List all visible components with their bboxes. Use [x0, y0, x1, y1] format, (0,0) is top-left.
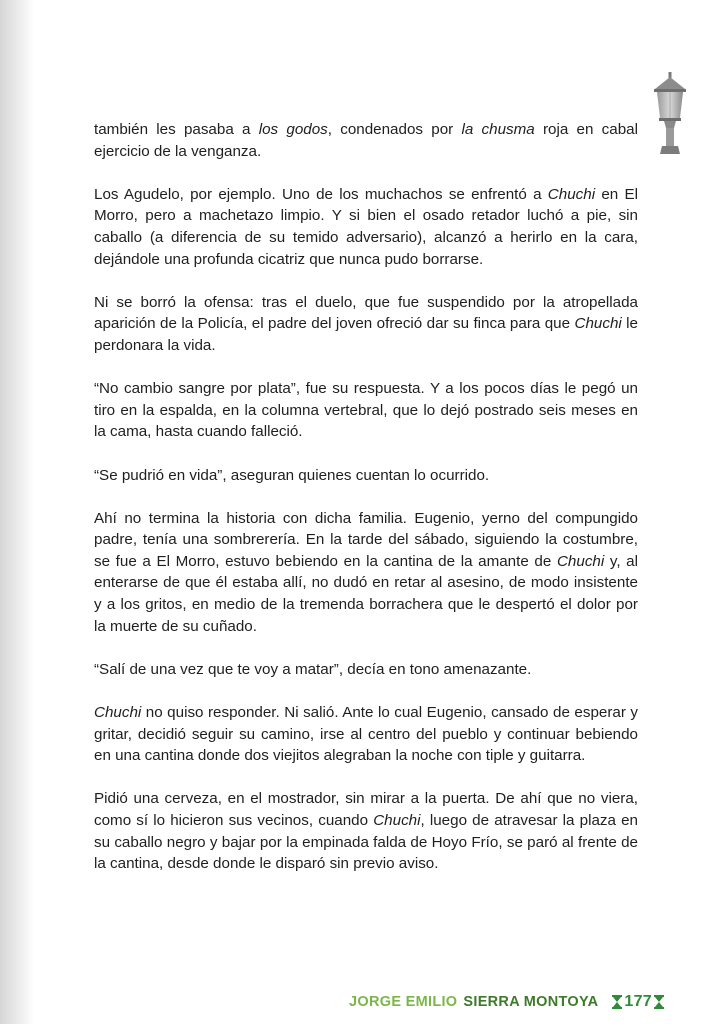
italic-run: Chuchi	[547, 185, 596, 203]
italic-run: Chuchi	[556, 552, 605, 570]
text-run: , condenados por	[327, 121, 462, 138]
italic-run: Chuchi	[94, 704, 142, 722]
street-lamp-icon	[651, 72, 689, 154]
page-footer	[349, 991, 664, 1013]
paragraph	[94, 465, 638, 487]
paragraph	[94, 292, 638, 357]
page-number: 177	[624, 993, 652, 1010]
paragraph	[94, 659, 638, 681]
paragraph	[94, 702, 638, 767]
italic-run: los godos	[258, 121, 328, 138]
italic-run: Chuchi	[574, 315, 622, 333]
paragraph	[94, 508, 638, 638]
text-run: “Salí de una vez que te voy a matar”, decía en tono amenazante.	[94, 660, 532, 678]
footer-author-first: JORGE EMILIO	[349, 994, 458, 1010]
text-run: “No cambio sangre por plata”, fue su respuesta. Y a los pocos días le pegó un tiro en la espalda, en la columna vertebral, que lo dejó postrado seis meses en la cama, hasta cuando falleció.	[94, 380, 638, 441]
text-run: y, al enterarse de que él estaba allí, no dudó en retar al asesino, de modo insistente y a los gritos, en medio de la tremenda borrachera que le despertó el dolor por la muerte de su cuñado.	[94, 552, 638, 635]
body-text	[94, 119, 638, 896]
hourglass-icon	[612, 995, 622, 1009]
italic-run: Chuchi	[373, 812, 421, 829]
text-run: también les pasaba a	[94, 121, 259, 138]
hourglass-icon	[654, 995, 664, 1009]
paragraph	[94, 788, 638, 874]
italic-run: la chusma	[461, 121, 535, 138]
text-run: Los Agudelo, por ejemplo. Uno de los muchachos se enfrentó a	[94, 185, 548, 203]
paragraph	[94, 184, 638, 270]
text-run: , luego de atravesar la plaza en su caballo negro y bajar por la empinada falda de Hoyo Frío, se paró al frente de la cantina, desde donde le disparó sin previo aviso.	[94, 812, 639, 873]
text-run: le perdonara la vida.	[94, 315, 638, 354]
page-number-box	[612, 993, 664, 1011]
text-run: en El Morro, pero a machetazo limpio. Y si bien el osado retador luchó a pie, sin caballo (a diferencia de su temido adversario), alcanzó a herirlo en la cara, dejándole una profunda cicatriz que nunca pudo borrarse.	[94, 185, 638, 268]
text-run: Pidió una cerveza, en el mostrador, sin mirar a la puerta. De ahí que no viera, como sí lo hicieron sus vecinos, cuando	[94, 790, 638, 829]
paragraph	[94, 378, 638, 443]
page-spine-shadow	[0, 0, 34, 1024]
text-run: Ahí no termina la historia con dicha familia. Eugenio, yerno del compungido padre, tenía una sombrerería. En la tarde del sábado, siguiendo la costumbre, se fue a El Morro, estuvo bebiendo en la cantina de la amante de	[94, 509, 638, 570]
text-run: roja en cabal ejercicio de la venganza.	[94, 121, 638, 160]
text-run: no quiso responder. Ni salió. Ante lo cual Eugenio, cansado de esperar y gritar, decidió seguir su camino, irse al centro del pueblo y continuar bebiendo en una cantina donde dos viejitos alegraban la noche con tiple y guitarra.	[94, 704, 638, 765]
text-run: “Se pudrió en vida”, aseguran quienes cuentan lo ocurrido.	[94, 466, 490, 484]
paragraph	[94, 119, 638, 162]
text-run: Ni se borró la ofensa: tras el duelo, que fue suspendido por la atropellada aparición de la Policía, el padre del joven ofreció dar su finca para que	[94, 293, 638, 333]
footer-author-last: SIERRA MONTOYA	[463, 994, 599, 1010]
